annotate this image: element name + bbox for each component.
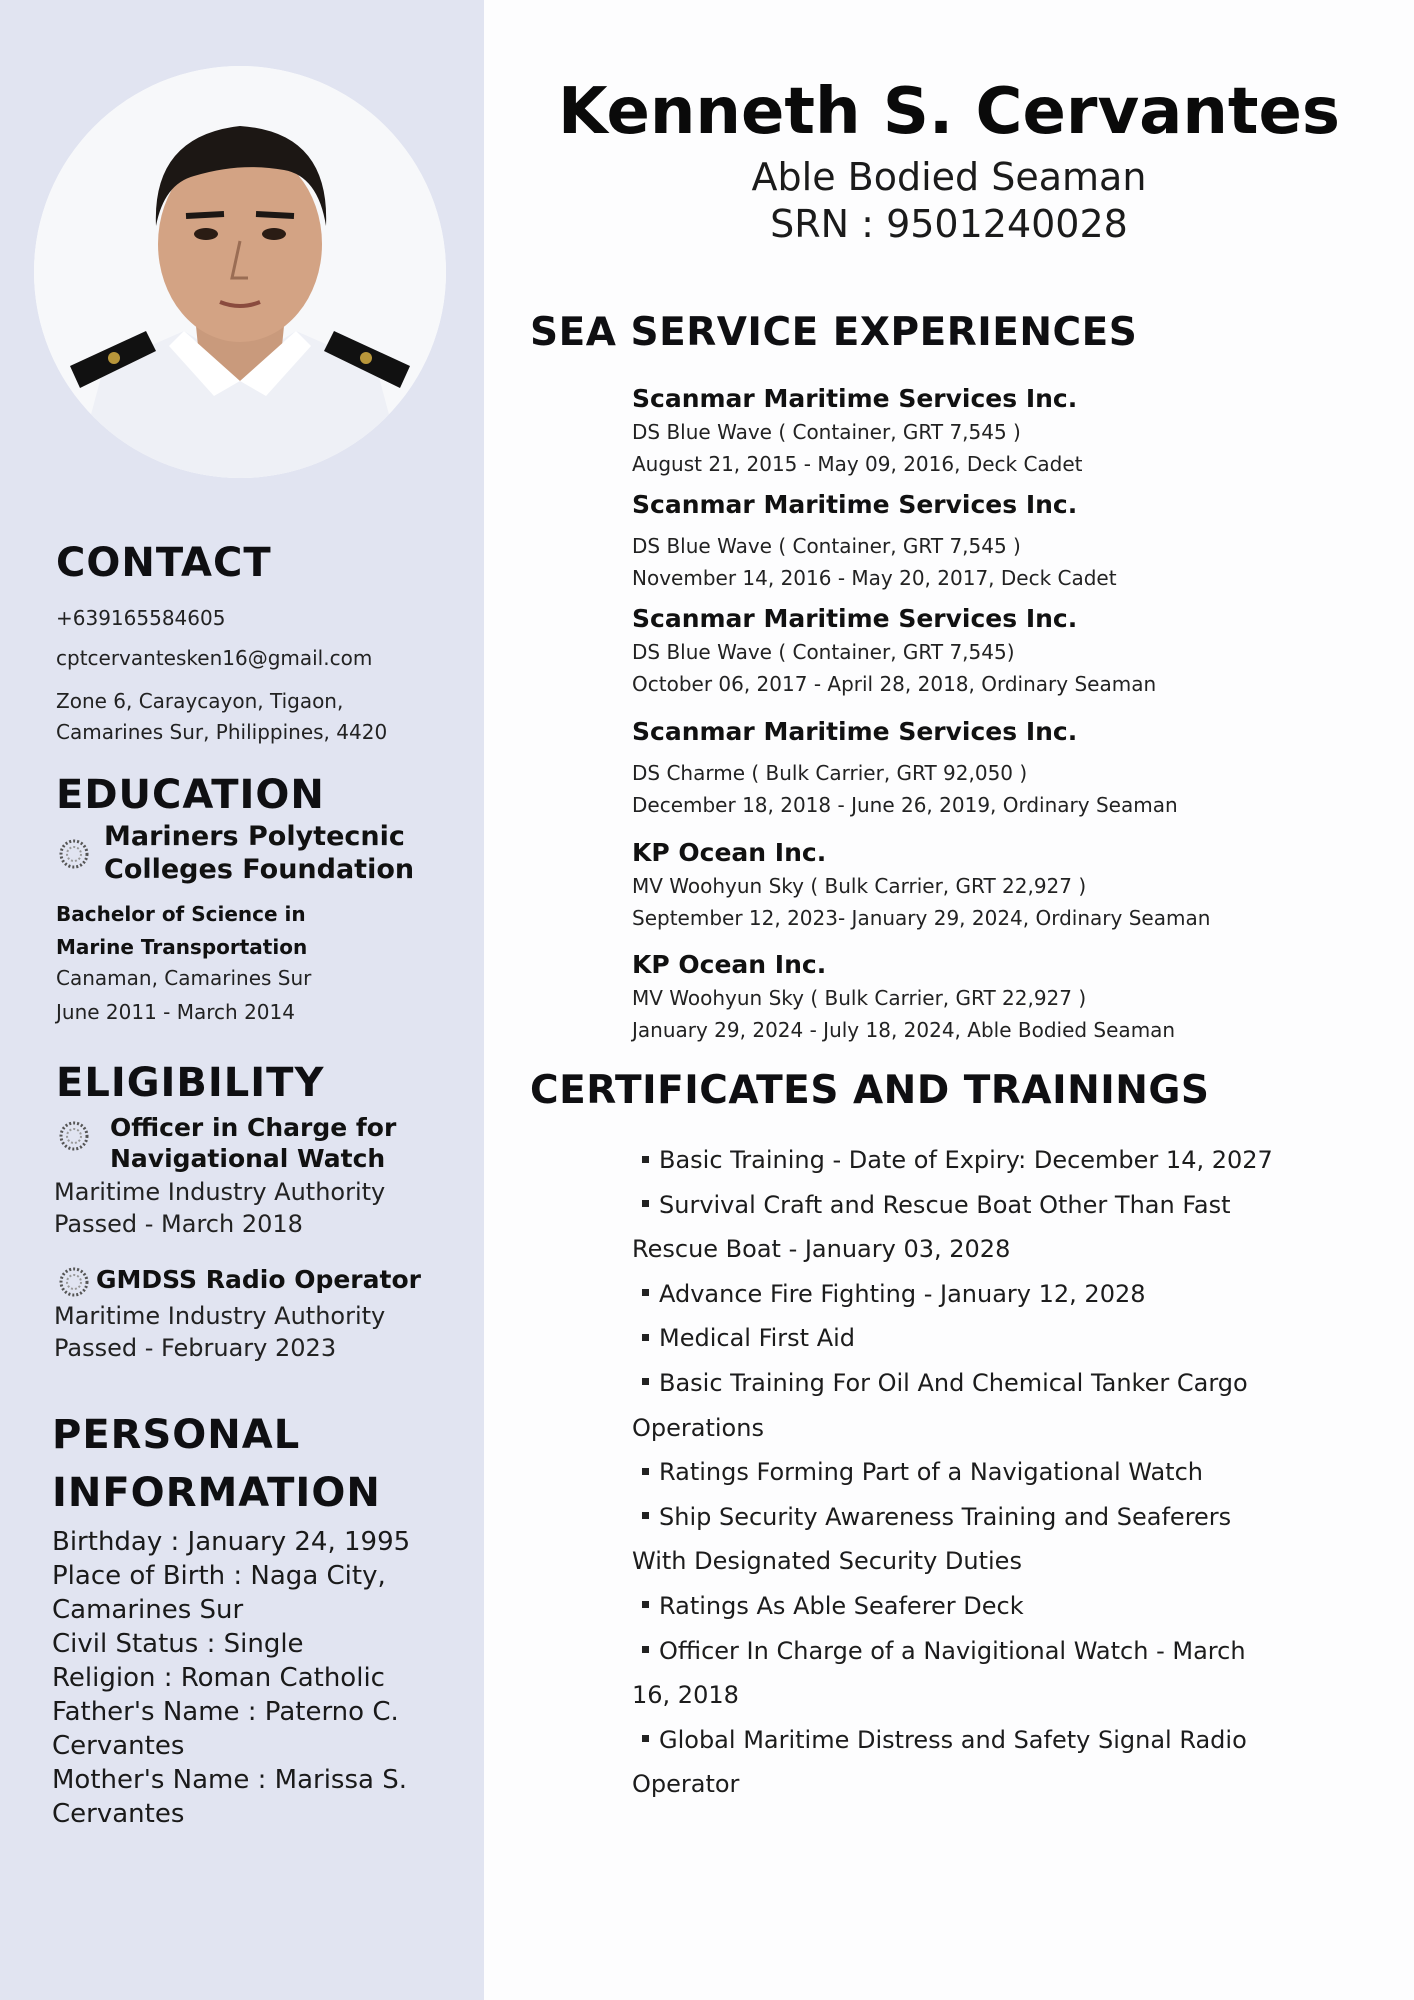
experience-company: Scanmar Maritime Services Inc. bbox=[632, 717, 1078, 746]
experience-company: KP Ocean Inc. bbox=[632, 950, 827, 979]
certificate-item bbox=[632, 1629, 1322, 1718]
sea-service-heading: SEA SERVICE EXPERIENCES bbox=[530, 310, 1138, 355]
eligibility-status: Passed - March 2018 bbox=[54, 1210, 303, 1238]
eligibility-status: Passed - February 2023 bbox=[54, 1334, 337, 1362]
certificate-line1: Basic Training For Oil And Chemical Tanker Cargo bbox=[659, 1368, 1248, 1397]
contact-email: cptcervantesken16@gmail.com bbox=[56, 646, 373, 670]
bullet-icon bbox=[642, 1646, 649, 1653]
bullet-icon bbox=[642, 1334, 649, 1341]
contact-heading: CONTACT bbox=[56, 540, 272, 586]
personal-heading-line1: PERSONAL bbox=[52, 1412, 301, 1458]
certificate-line2: Operator bbox=[632, 1770, 740, 1799]
experience-entry bbox=[632, 602, 1156, 700]
experience-period: August 21, 2015 - May 09, 2016, Deck Cadet bbox=[632, 452, 1083, 476]
certificate-item bbox=[632, 1584, 1322, 1629]
experience-period: September 12, 2023- January 29, 2024, Ordinary Seaman bbox=[632, 906, 1211, 930]
personal-info-line: Civil Status : Single bbox=[52, 1629, 304, 1659]
certificate-line1: Survival Craft and Rescue Boat Other Than Fast bbox=[659, 1190, 1231, 1219]
certificate-item bbox=[632, 1272, 1322, 1317]
experience-company: Scanmar Maritime Services Inc. bbox=[632, 604, 1078, 633]
eligibility-issuer: Maritime Industry Authority bbox=[54, 1178, 386, 1206]
certificate-line1: Medical First Aid bbox=[659, 1324, 856, 1353]
bullet-icon bbox=[642, 1156, 649, 1163]
certificate-item bbox=[632, 1718, 1322, 1807]
contact-address-line1: Zone 6, Caraycayon, Tigaon, bbox=[56, 689, 344, 713]
education-location: Canaman, Camarines Sur bbox=[56, 966, 312, 990]
candidate-position: Able Bodied Seaman bbox=[751, 155, 1147, 199]
personal-info-line: Place of Birth : Naga City, bbox=[52, 1561, 386, 1591]
eligibility-title-line1: Officer in Charge for bbox=[110, 1113, 397, 1142]
contact-phone: +639165584605 bbox=[56, 606, 226, 630]
spiral-bullet-icon bbox=[58, 1120, 90, 1152]
bullet-icon bbox=[642, 1735, 649, 1742]
certificate-line1: Basic Training - Date of Expiry: December 14, 2027 bbox=[659, 1146, 1273, 1174]
education-school-line1: Mariners Polytecnic bbox=[104, 821, 405, 852]
certificates-list bbox=[632, 1138, 1322, 1807]
education-degree-line1: Bachelor of Science in bbox=[56, 902, 306, 926]
experience-entry bbox=[632, 715, 1178, 821]
education-heading: EDUCATION bbox=[56, 772, 325, 818]
personal-info-list bbox=[52, 1525, 410, 1831]
experience-vessel: DS Charme ( Bulk Carrier, GRT 92,050 ) bbox=[632, 761, 1028, 785]
experience-company: Scanmar Maritime Services Inc. bbox=[632, 490, 1078, 519]
experience-period: December 18, 2018 - June 26, 2019, Ordinary Seaman bbox=[632, 793, 1178, 817]
bullet-icon bbox=[642, 1601, 649, 1608]
experience-vessel: DS Blue Wave ( Container, GRT 7,545) bbox=[632, 640, 1015, 664]
eligibility-details bbox=[54, 1300, 385, 1364]
bullet-icon bbox=[642, 1289, 649, 1296]
experience-vessel: DS Blue Wave ( Container, GRT 7,545 ) bbox=[632, 534, 1021, 558]
personal-info-line: Cervantes bbox=[52, 1731, 185, 1761]
certificate-line2: Rescue Boat - January 03, 2028 bbox=[632, 1235, 1011, 1264]
personal-info-line: Cervantes bbox=[52, 1799, 185, 1829]
spiral-bullet-icon bbox=[58, 1266, 90, 1298]
education-dates: June 2011 - March 2014 bbox=[56, 1000, 295, 1024]
certificates-heading: CERTIFICATES AND TRAININGS bbox=[530, 1068, 1210, 1113]
experience-period: November 14, 2016 - May 20, 2017, Deck Cadet bbox=[632, 566, 1117, 590]
certificate-item bbox=[632, 1495, 1322, 1584]
bullet-icon bbox=[642, 1468, 649, 1475]
certificate-line1: Officer In Charge of a Navigitional Watch - March bbox=[659, 1636, 1246, 1665]
education-school-line2: Colleges Foundation bbox=[104, 854, 415, 885]
personal-heading-line2: INFORMATION bbox=[52, 1470, 381, 1516]
certificate-item bbox=[632, 1450, 1322, 1495]
eligibility-details bbox=[54, 1176, 385, 1240]
eligibility-title-line2: Navigational Watch bbox=[110, 1144, 386, 1173]
personal-info-line: Father's Name : Paterno C. bbox=[52, 1697, 399, 1727]
experience-vessel: MV Woohyun Sky ( Bulk Carrier, GRT 22,927 ) bbox=[632, 874, 1087, 898]
certificate-line2: 16, 2018 bbox=[632, 1681, 739, 1710]
candidate-srn: SRN : 9501240028 bbox=[770, 202, 1128, 246]
experience-entry bbox=[632, 836, 1210, 934]
candidate-name: Kenneth S. Cervantes bbox=[557, 75, 1341, 149]
eligibility-heading: ELIGIBILITY bbox=[56, 1060, 325, 1106]
personal-info-line: Birthday : January 24, 1995 bbox=[52, 1527, 411, 1557]
experience-vessel: DS Blue Wave ( Container, GRT 7,545 ) bbox=[632, 420, 1021, 444]
bullet-icon bbox=[642, 1512, 649, 1519]
certificate-line2: Operations bbox=[632, 1413, 764, 1442]
experience-entry bbox=[632, 488, 1117, 594]
certificate-item bbox=[632, 1138, 1322, 1183]
experience-vessel: MV Woohyun Sky ( Bulk Carrier, GRT 22,927 ) bbox=[632, 986, 1087, 1010]
personal-info-line: Mother's Name : Marissa S. bbox=[52, 1765, 407, 1795]
certificate-line1: Global Maritime Distress and Safety Signal Radio bbox=[659, 1725, 1247, 1754]
certificate-item bbox=[632, 1183, 1322, 1272]
certificate-line1: Advance Fire Fighting - January 12, 2028 bbox=[659, 1279, 1146, 1308]
experience-period: October 06, 2017 - April 28, 2018, Ordinary Seaman bbox=[632, 672, 1157, 696]
education-degree-line2: Marine Transportation bbox=[56, 935, 308, 959]
experience-entry bbox=[632, 382, 1083, 480]
eligibility-title-line1: GMDSS Radio Operator bbox=[96, 1265, 421, 1294]
eligibility-title bbox=[110, 1112, 396, 1174]
certificate-item bbox=[632, 1361, 1322, 1450]
education-school bbox=[104, 820, 414, 886]
experience-company: Scanmar Maritime Services Inc. bbox=[632, 384, 1078, 413]
experience-period: January 29, 2024 - July 18, 2024, Able Bodied Seaman bbox=[632, 1018, 1176, 1042]
experience-entry bbox=[632, 948, 1175, 1046]
experience-company: KP Ocean Inc. bbox=[632, 838, 827, 867]
eligibility-issuer: Maritime Industry Authority bbox=[54, 1302, 386, 1330]
bullet-icon bbox=[642, 1200, 649, 1207]
certificate-line1: Ratings Forming Part of a Navigational Watch bbox=[659, 1458, 1203, 1487]
certificate-item bbox=[632, 1316, 1322, 1361]
certificate-line1: Ratings As Able Seaferer Deck bbox=[659, 1591, 1024, 1620]
spiral-bullet-icon bbox=[58, 838, 90, 870]
personal-info-line: Camarines Sur bbox=[52, 1595, 244, 1625]
certificate-line1: Ship Security Awareness Training and Seaferers bbox=[659, 1502, 1232, 1531]
certificate-line2: With Designated Security Duties bbox=[632, 1547, 1022, 1576]
profile-photo bbox=[34, 66, 446, 478]
personal-info-line: Religion : Roman Catholic bbox=[52, 1663, 385, 1693]
bullet-icon bbox=[642, 1378, 649, 1385]
eligibility-title bbox=[96, 1264, 421, 1295]
contact-address-line2: Camarines Sur, Philippines, 4420 bbox=[56, 720, 388, 744]
